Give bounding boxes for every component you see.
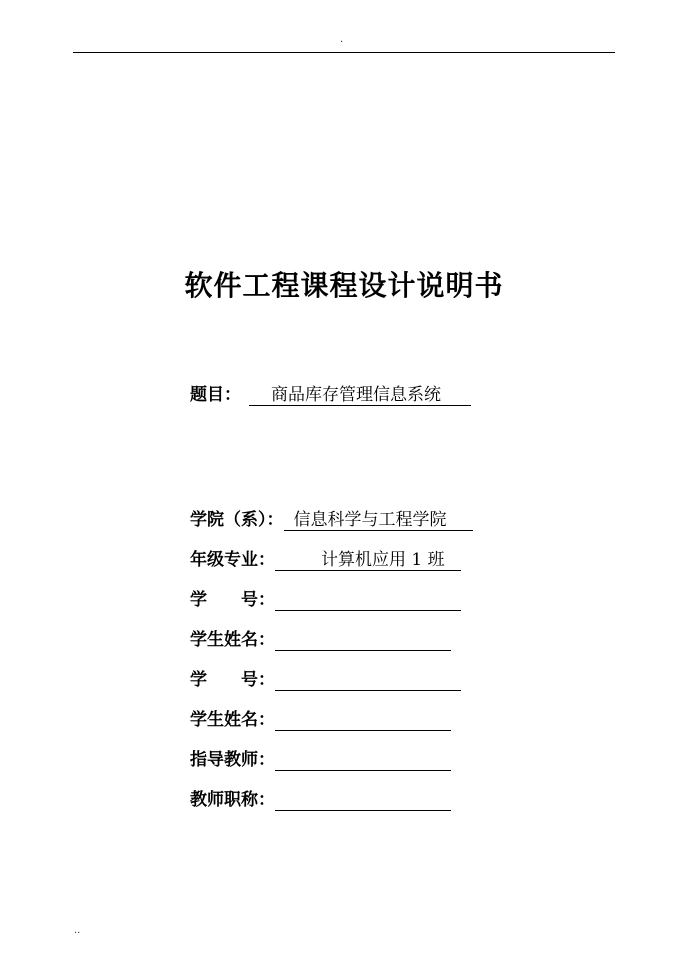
topic-value: 商品库存管理信息系统 [249, 385, 471, 406]
header-rule [73, 52, 615, 53]
student-id-value-2 [275, 670, 461, 691]
student-name-row-1 [190, 625, 451, 651]
college-value: 信息科学与工程学院 [284, 510, 473, 531]
advisor-label: 指导教师： [190, 750, 275, 770]
advisor-value [275, 750, 451, 771]
topic-label: 题目： [190, 385, 241, 405]
document-title: 软件工程课程设计说明书 [184, 269, 504, 302]
student-name-label-2: 学生姓名： [190, 710, 275, 730]
topic-row [190, 380, 471, 406]
student-id-label-2b: 号： [241, 670, 275, 690]
header-mark: · [340, 37, 344, 48]
major-value: 计算机应用 1 班 [275, 550, 461, 571]
student-id-label-1b: 号： [241, 590, 275, 610]
student-id-label-2a: 学 [190, 670, 207, 690]
student-name-value-1 [275, 630, 451, 651]
advisor-title-row [190, 785, 451, 811]
student-id-label-1 [190, 589, 275, 611]
student-id-row-1 [190, 585, 461, 611]
student-id-row-2 [190, 665, 461, 691]
student-id-value-1 [275, 590, 461, 611]
footer-mark: .. [74, 925, 81, 936]
student-name-row-2 [190, 705, 451, 731]
student-id-label-2 [190, 669, 275, 691]
advisor-title-value [275, 790, 451, 811]
major-row [190, 545, 461, 571]
advisor-title-label: 教师职称： [190, 790, 275, 810]
student-id-label-1a: 学 [190, 590, 207, 610]
college-label: 学院（系）： [190, 510, 284, 530]
student-name-label-1: 学生姓名： [190, 630, 275, 650]
college-row [190, 505, 473, 531]
advisor-row [190, 745, 451, 771]
major-label: 年级专业： [190, 550, 275, 570]
student-name-value-2 [275, 710, 451, 731]
